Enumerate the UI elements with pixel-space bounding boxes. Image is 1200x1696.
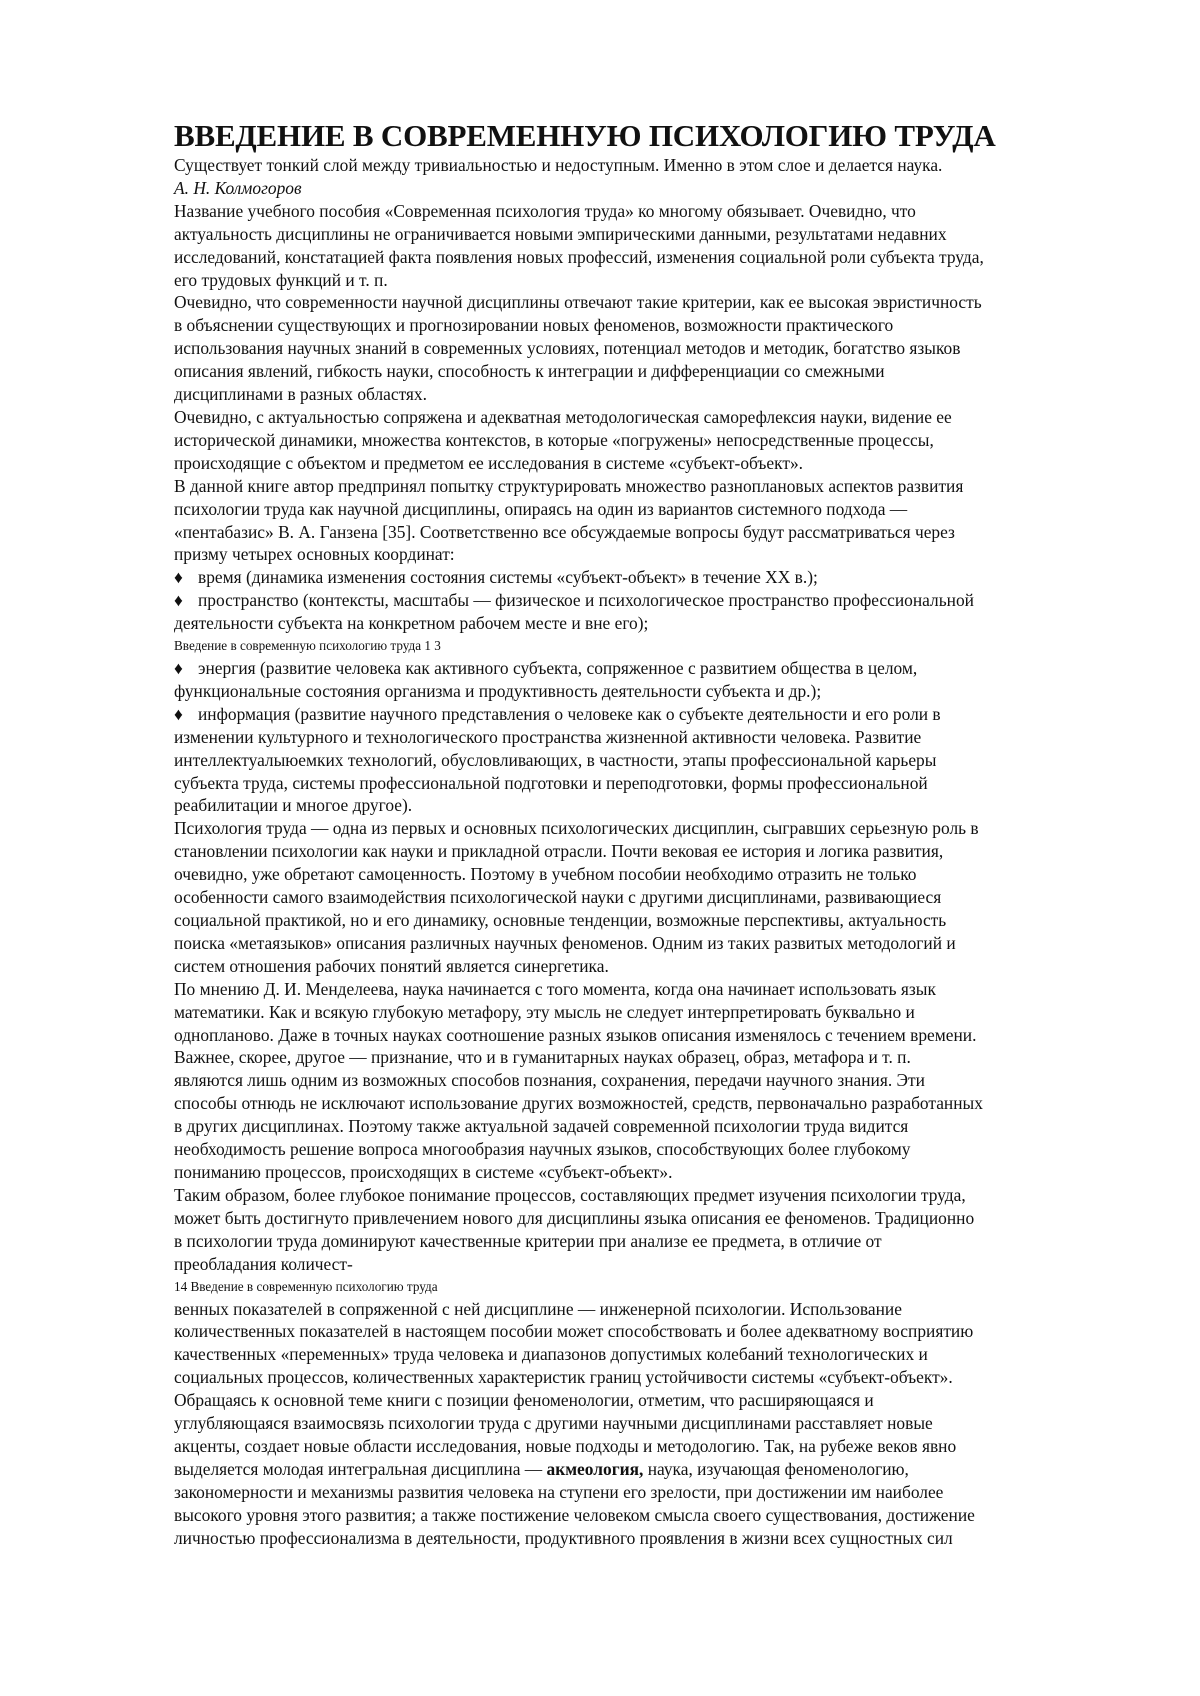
text-line: математики. Как и всякую глубокую метафору, эту мысль не следует интерпретировать буквально и (174, 1001, 1126, 1024)
text-line: призму четырех основных координат: (174, 543, 1126, 566)
body-section-c (174, 1298, 1126, 1550)
text-line: Важнее, скорее, другое — признание, что и в гуманитарных науках образец, образ, метафора и т. п. (174, 1046, 1126, 1069)
text-line: необходимость решение вопроса многообразия научных языков, способствующих более глубокому (174, 1138, 1126, 1161)
body-section-b (174, 817, 1126, 1275)
text-line: в объяснении существующих и прогнозировании новых феноменов, возможности практического (174, 314, 1126, 337)
text-line: являются лишь одним из возможных способов познания, сохранения, передачи научного знания. Эти (174, 1069, 1126, 1092)
text-line: венных показателей в сопряженной с ней дисциплине — инженерной психологии. Использование (174, 1298, 1126, 1321)
text-line-akmeology: выделяется молодая интегральная дисциплина — акмеология, наука, изучающая феноменологию, (174, 1458, 1126, 1481)
text-line: может быть достигнуто привлечением нового для дисциплины языка описания ее феноменов. Традиционно (174, 1207, 1126, 1230)
text-line: однопланово. Даже в точных науках соотношение разных языков описания изменялось с течением времени. (174, 1024, 1126, 1047)
text-line: функциональные состояния организма и продуктивность деятельности субъекта и др.); (174, 680, 1126, 703)
text-line: В данной книге автор предпринял попытку структурировать множество разноплановых аспектов развития (174, 475, 1126, 498)
text-line: исторической динамики, множества контекстов, в которые «погружены» непосредственные процессы, (174, 429, 1126, 452)
text-line: систем отношения рабочих понятий является синергетика. (174, 955, 1126, 978)
text-line: очевидно, уже обретают самоценность. Поэтому в учебном пособии необходимо отразить не только (174, 863, 1126, 886)
text-line: в других дисциплинах. Поэтому также актуальной задачей современной психологии труда видится (174, 1115, 1126, 1138)
text-line: происходящие с объектом и предметом ее исследования в системе «субъект-объект». (174, 452, 1126, 475)
bullet-item-information: ♦ информация (развитие научного представления о человеке как о субъекте деятельности и его роли в (174, 703, 1126, 726)
text-line: качественных «переменных» труда человека и диапазонов допустимых колебаний технологических и (174, 1343, 1126, 1366)
text-line: описания явлений, гибкость науки, способность к интеграции и дифференциации со смежными (174, 360, 1126, 383)
text-line: реабилитации и многое другое). (174, 794, 1126, 817)
bullet-item-energy: ♦ энергия (развитие человека как активного субъекта, сопряженное с развитием общества в целом, (174, 657, 1126, 680)
text-line: преобладания количест- (174, 1253, 1126, 1276)
diamond-bullet-icon: ♦ (174, 589, 198, 612)
text-line: пониманию процессов, происходящих в системе «субъект-объект». (174, 1161, 1126, 1184)
bullet-item-space: ♦ пространство (контексты, масштабы — физическое и психологическое пространство профессиональной (174, 589, 1126, 612)
text-line: Таким образом, более глубокое понимание процессов, составляющих предмет изучения психологии труда, (174, 1184, 1126, 1207)
text-line: личностью профессионализма в деятельности, продуктивного проявления в жизни всех сущностных сил (174, 1527, 1126, 1550)
body-section-a (174, 200, 1126, 567)
text-line: углубляющаяся взаимосвязь психологии труда с другими научными дисциплинами расставляет новые (174, 1412, 1126, 1435)
text-line: интеллектуалыюемких технологий, обусловливающих, в частности, этапы профессиональной карьеры (174, 749, 1126, 772)
text-line: способы отнюдь не исключают использование других возможностей, средств, первоначально разработанных (174, 1092, 1126, 1115)
document-page (174, 118, 1126, 1549)
diamond-bullet-icon: ♦ (174, 566, 198, 589)
text-line: в психологии труда доминируют качественные критерии при анализе ее предмета, в отличие от (174, 1230, 1126, 1253)
text-line: Психология труда — одна из первых и основных психологических дисциплин, сыгравших серьезную роль в (174, 817, 1126, 840)
text-line: «пентабазис» В. А. Ганзена [35]. Соответственно все обсуждаемые вопросы будут рассматриваться через (174, 521, 1126, 544)
text-line: Название учебного пособия «Современная психология труда» ко многому обязывает. Очевидно, что (174, 200, 1126, 223)
text-line: становлении психологии как науки и прикладной отрасли. Почти вековая ее история и логика развития, (174, 840, 1126, 863)
text-line: психологии труда как научной дисциплины, опираясь на один из вариантов системного подхода — (174, 498, 1126, 521)
page-title: ВВЕДЕНИЕ В СОВРЕМЕННУЮ ПСИХОЛОГИЮ ТРУДА (174, 118, 1126, 154)
text-line: актуальность дисциплины не ограничивается новыми эмпирическими данными, результатами недавних (174, 223, 1126, 246)
running-header: 14 Введение в современную психологию труда (174, 1276, 1126, 1298)
text-line: По мнению Д. И. Менделеева, наука начинается с того момента, когда она начинает использовать язык (174, 978, 1126, 1001)
text-line: высокого уровня этого развития; а также постижение человеком смысла своего существования, достижение (174, 1504, 1126, 1527)
text-line: деятельности субъекта на конкретном рабочем месте и вне его); (174, 612, 1126, 635)
text-line: Очевидно, с актуальностью сопряжена и адекватная методологическая саморефлексия науки, видение ее (174, 406, 1126, 429)
text-line: субъекта труда, системы профессиональной подготовки и переподготовки, формы профессиональной (174, 772, 1126, 795)
text-line: Очевидно, что современности научной дисциплины отвечают такие критерии, как ее высокая эвристичность (174, 291, 1126, 314)
running-header: Введение в современную психологию труда 1 3 (174, 635, 1126, 657)
text-line: Обращаясь к основной теме книги с позиции феноменологии, отметим, что расширяющаяся и (174, 1389, 1126, 1412)
text-line: особенности самого взаимодействия психологической науки с другими дисциплинами, развивающиеся (174, 886, 1126, 909)
epigraph-quote: Существует тонкий слой между тривиальностью и недоступным. Именно в этом слое и делается наука. (174, 154, 1126, 177)
text-line: использования научных знаний в современных условиях, потенциал методов и методик, богатство языков (174, 337, 1126, 360)
text-line: социальной практикой, но и его динамику, основные тенденции, возможные перспективы, актуальность (174, 909, 1126, 932)
text-line: поиска «метаязыков» описания различных научных феноменов. Одним из таких развитых методологий и (174, 932, 1126, 955)
text-line: исследований, констатацией факта появления новых профессий, изменения социальной роли субъекта труда, (174, 246, 1126, 269)
bullet-item-time: ♦ время (динамика изменения состояния системы «субъект-объект» в течение XX в.); (174, 566, 1126, 589)
text-line: социальных процессов, количественных характеристик границ устойчивости системы «субъект-объект». (174, 1366, 1126, 1389)
text-line: закономерности и механизмы развития человека на ступени его зрелости, при достижении им наиболее (174, 1481, 1126, 1504)
diamond-bullet-icon: ♦ (174, 657, 198, 680)
text-line: акценты, создает новые области исследования, новые подходы и методологию. Так, на рубеже веков явно (174, 1435, 1126, 1458)
text-line: изменении культурного и технологического пространства жизненной активности человека. Развитие (174, 726, 1126, 749)
epigraph-author: А. Н. Колмогоров (174, 177, 1126, 200)
text-line: дисциплинами в разных областях. (174, 383, 1126, 406)
diamond-bullet-icon: ♦ (174, 703, 198, 726)
text-line: количественных показателей в настоящем пособии может способствовать и более адекватному восприятию (174, 1320, 1126, 1343)
term-akmeology: акмеология, (547, 1459, 644, 1479)
text-line: его трудовых функций и т. п. (174, 269, 1126, 292)
